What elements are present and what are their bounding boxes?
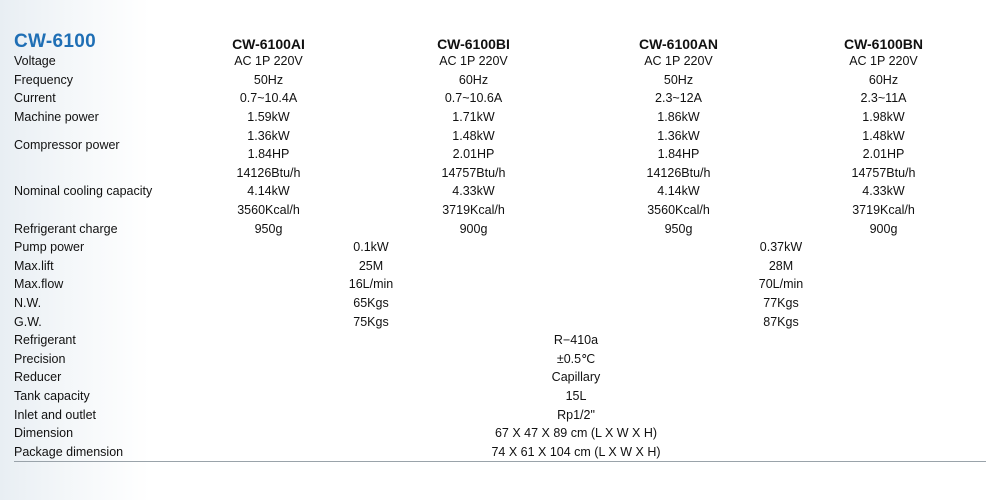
row-label: Max.flow [14, 277, 64, 292]
table-cell: AC 1P 220V [849, 54, 918, 69]
row-label: Max.lift [14, 258, 54, 273]
table-row [14, 442, 986, 461]
table-cell: 0.7~10.4A [239, 91, 298, 106]
table-cell: 60Hz [458, 72, 489, 87]
table-cell: 74 X 61 X 104 cm (L X W X H) [166, 442, 986, 461]
table-cell: 14757Btu/h [851, 165, 916, 180]
specification-table [14, 26, 986, 462]
table-row [14, 294, 986, 313]
table-cell: 2.01HP [862, 147, 905, 162]
table-row [14, 89, 986, 108]
table-cell: 1.84HP [657, 147, 700, 162]
table-cell: 4.33kW [862, 184, 905, 199]
row-label: Refrigerant charge [14, 221, 118, 236]
table-row [14, 71, 986, 90]
model-title-cell [14, 26, 166, 52]
table-cell: 1.59kW [247, 110, 290, 125]
table-cell: AC 1P 220V [439, 54, 508, 69]
table-cell: Capillary [551, 370, 601, 385]
table-cell: 65Kgs [353, 296, 389, 311]
table-cell: 50Hz [663, 72, 694, 87]
table-cell: 67 X 47 X 89 cm (L X W X H) [494, 426, 658, 441]
row-label: Machine power [14, 110, 99, 125]
table-cell: 16L/min [348, 277, 394, 292]
table-cell: 1.84HP [247, 147, 290, 162]
table-row [14, 387, 986, 406]
table-cell: 4.14kW [657, 184, 700, 199]
table-row [14, 108, 986, 127]
table-row [14, 368, 986, 387]
table-cell: 900g [459, 221, 488, 236]
table-cell: Rp1/2" [557, 407, 595, 422]
table-row [14, 164, 986, 183]
table-cell: 950g [254, 221, 283, 236]
row-label: Inlet and outlet [14, 407, 97, 422]
row-label: Dimension [14, 426, 74, 441]
table-cell: 2.3~12A [655, 91, 702, 106]
page-title: CW-6100 [14, 31, 96, 52]
table-cell: 2.3~11A [860, 91, 907, 106]
table-cell: 77Kgs [763, 296, 799, 311]
table-row [14, 257, 986, 276]
row-label: Package dimension [14, 442, 166, 461]
row-label: Tank capacity [14, 388, 90, 403]
column-header: CW-6100BI [437, 36, 510, 52]
row-label: Current [14, 91, 56, 106]
table-cell: 0.37kW [759, 240, 803, 255]
row-label: Refrigerant [14, 333, 76, 348]
table-row [14, 424, 986, 443]
table-cell: 3719Kcal/h [852, 203, 915, 218]
table-cell: ±0.5℃ [556, 352, 596, 367]
table-cell: 25M [358, 258, 384, 273]
table-cell: 1.48kW [452, 128, 495, 143]
table-row [14, 126, 986, 145]
table-cell: 28M [768, 258, 794, 273]
table-cell: 3560Kcal/h [237, 203, 300, 218]
table-cell: 1.36kW [657, 128, 700, 143]
table-cell: 14757Btu/h [441, 165, 506, 180]
table-cell: 87Kgs [763, 314, 799, 329]
table-cell: 4.14kW [247, 184, 290, 199]
column-header: CW-6100BN [843, 36, 924, 52]
table-cell: AC 1P 220V [234, 54, 303, 69]
row-label: G.W. [14, 314, 42, 329]
table-row [14, 405, 986, 424]
row-label: Pump power [14, 240, 85, 255]
table-row [14, 52, 986, 71]
table-cell: 1.71kW [452, 110, 495, 125]
row-label: Compressor power [14, 137, 120, 152]
table-cell: 1.86kW [657, 110, 700, 125]
row-label: Nominal cooling capacity [14, 184, 153, 199]
table-cell: 0.7~10.6A [444, 91, 503, 106]
table-cell: 0.1kW [353, 240, 389, 255]
table-cell: 15L [565, 388, 587, 403]
table-cell: 900g [869, 221, 898, 236]
table-cell: 1.48kW [862, 128, 905, 143]
row-label: Voltage [14, 54, 56, 69]
column-header: CW-6100AN [638, 36, 719, 52]
table-header-row [14, 26, 986, 52]
table-row [14, 238, 986, 257]
table-cell: R−410a [553, 333, 599, 348]
table-cell: 1.98kW [862, 110, 905, 125]
table-cell: 75Kgs [353, 314, 389, 329]
table-row [14, 312, 986, 331]
row-label: Reducer [14, 370, 62, 385]
table-cell: 70L/min [758, 277, 804, 292]
table-cell: 14126Btu/h [646, 165, 711, 180]
table-row [14, 219, 986, 238]
table-cell: 3560Kcal/h [647, 203, 710, 218]
table-cell: 950g [664, 221, 693, 236]
table-cell: 14126Btu/h [236, 165, 301, 180]
table-cell: 1.36kW [247, 128, 290, 143]
table-row [14, 331, 986, 350]
row-label: N.W. [14, 296, 42, 311]
table-row [14, 350, 986, 369]
table-cell: 50Hz [253, 72, 284, 87]
table-cell: 4.33kW [452, 184, 495, 199]
table-cell: 2.01HP [452, 147, 495, 162]
table-cell: 60Hz [868, 72, 899, 87]
table-cell: 3719Kcal/h [442, 203, 505, 218]
table-row [14, 275, 986, 294]
column-header: CW-6100AI [232, 36, 305, 52]
row-label: Frequency [14, 72, 74, 87]
row-label: Precision [14, 351, 66, 366]
table-cell: AC 1P 220V [644, 54, 713, 69]
